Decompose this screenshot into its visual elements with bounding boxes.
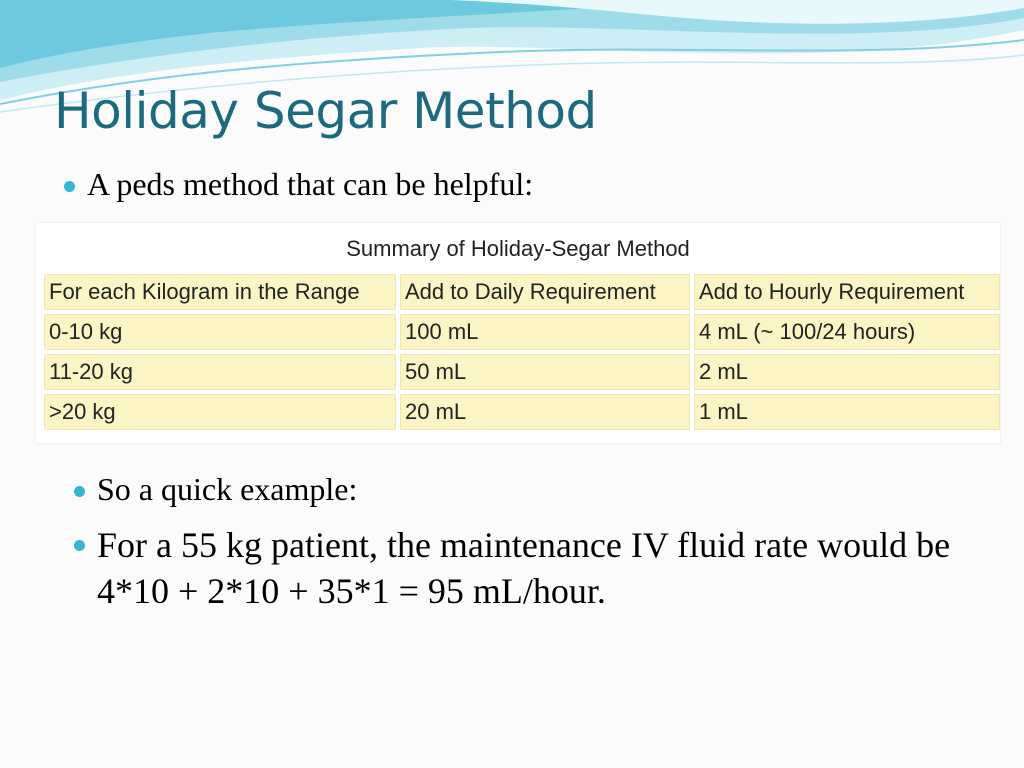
bullet-intro	[64, 166, 533, 203]
header-cell: For each Kilogram in the Range	[44, 274, 396, 310]
slide-title: Holiday Segar Method	[54, 82, 597, 140]
table-cell: 11-20 kg	[44, 354, 396, 390]
table-row	[44, 354, 1000, 390]
table-header-row	[44, 274, 1000, 310]
table-cell: 20 mL	[400, 394, 690, 430]
table-cell: 2 mL	[694, 354, 1000, 390]
table-cell: 1 mL	[694, 394, 1000, 430]
table-cell: 100 mL	[400, 314, 690, 350]
table-row	[44, 314, 1000, 350]
table-caption: Summary of Holiday-Segar Method	[346, 236, 690, 261]
header-cell: Add to Daily Requirement	[400, 274, 690, 310]
table-cell: 50 mL	[400, 354, 690, 390]
table-cell: 0-10 kg	[44, 314, 396, 350]
bullet-example-intro-text: So a quick example:	[97, 471, 358, 507]
bullet-example-text: For a 55 kg patient, the maintenance IV fluid rate would be 4*10 + 2*10 + 35*1 = 95 mL/hour.	[97, 525, 951, 611]
bullet-dot-icon	[74, 486, 85, 497]
bullet-dot-icon	[74, 540, 85, 551]
bullet-example	[74, 522, 974, 614]
header-cell: Add to Hourly Requirement	[694, 274, 1000, 310]
table-row	[44, 394, 1000, 430]
bullet-dot-icon	[64, 181, 75, 192]
table-cell: 4 mL (~ 100/24 hours)	[694, 314, 1000, 350]
holiday-segar-table	[36, 223, 1000, 443]
bullet-intro-text: A peds method that can be helpful:	[87, 166, 534, 202]
summary-table	[40, 270, 1004, 434]
table-cell: >20 kg	[44, 394, 396, 430]
bullet-example-intro	[74, 471, 357, 508]
